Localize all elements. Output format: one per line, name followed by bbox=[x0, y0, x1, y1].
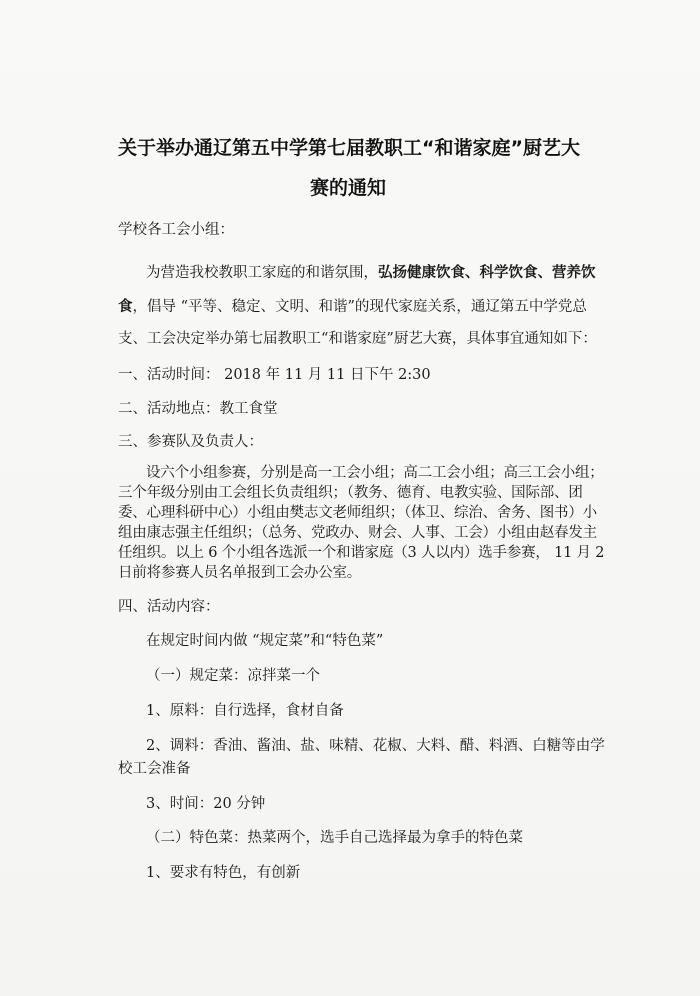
section-3-heading: 三、参赛队及负责人： bbox=[118, 434, 263, 450]
sub-2-heading: （二）特色菜：热菜两个，选手自己选择最为拿手的特色菜 bbox=[146, 830, 523, 846]
salutation: 学校各工会小组： bbox=[118, 222, 234, 238]
sub-2-item-1: 1、要求有特色，有创新 bbox=[146, 865, 301, 881]
intro-line-2-plain: ，倡导 “平等、稳定、文明、和谐”的现代家庭关系，通辽第五中学党总 bbox=[132, 299, 587, 315]
section-3-line: 组由康志强主任组织；（总务、党政办、财会、人事、工会）小组由赵春发主 bbox=[118, 525, 597, 541]
section-4-heading: 四、活动内容： bbox=[118, 599, 220, 615]
title-line-1: 关于举办通辽第五中学第七届教职工“和谐家庭”厨艺大 bbox=[118, 137, 580, 159]
section-4-intro: 在规定时间内做 “规定菜”和“特色菜” bbox=[146, 633, 384, 649]
section-1-time: 一、活动时间： 2018 年 11 月 11 日下午 2:30 bbox=[118, 367, 431, 383]
sub-1-heading: （一）规定菜：凉拌菜一个 bbox=[146, 668, 320, 684]
section-2-place: 二、活动地点：教工食堂 bbox=[118, 401, 278, 417]
sub-1-item-3: 3、时间：20 分钟 bbox=[146, 796, 266, 812]
section-3-line: 日前将参赛人员名单报到工会办公室。 bbox=[118, 565, 362, 581]
intro-line-1 bbox=[146, 264, 596, 282]
sub-1-item-2-line-2: 校工会准备 bbox=[118, 761, 191, 777]
title-line-2: 赛的通知 bbox=[310, 177, 387, 199]
section-3-body bbox=[118, 463, 604, 583]
intro-line-1-bold: 弘扬健康饮食、科学饮食、营养饮 bbox=[378, 265, 596, 281]
section-3-line: 任组织。以上 6 个小组各选派一个和谐家庭（3 人以内）选手参赛， 11 月 2 bbox=[118, 545, 605, 561]
section-3-line: 委、心理科研中心）小组由樊志文老师组织；（体卫、综治、舍务、图书）小 bbox=[118, 505, 597, 521]
intro-line-1-plain: 为营造我校教职工家庭的和谐氛围， bbox=[146, 265, 378, 281]
intro-line-2-bold: 食 bbox=[118, 299, 133, 315]
intro-line-3: 支、工会决定举办第七届教职工“和谐家庭”厨艺大赛，具体事宜通知如下： bbox=[118, 331, 597, 347]
section-3-line: 三个年级分别由工会组长负责组织；（教务、德育、电教实验、国际部、团 bbox=[118, 485, 583, 501]
sub-1-item-2-line-1: 2、调料：香油、酱油、盐、味精、花椒、大料、醋、料酒、白糖等由学 bbox=[146, 738, 605, 754]
sub-1-item-1: 1、原料：自行选择，食材自备 bbox=[146, 703, 344, 719]
section-3-line: 设六个小组参赛，分别是高一工会小组；高二工会小组；高三工会小组； bbox=[146, 465, 604, 481]
intro-line-2 bbox=[118, 298, 587, 316]
